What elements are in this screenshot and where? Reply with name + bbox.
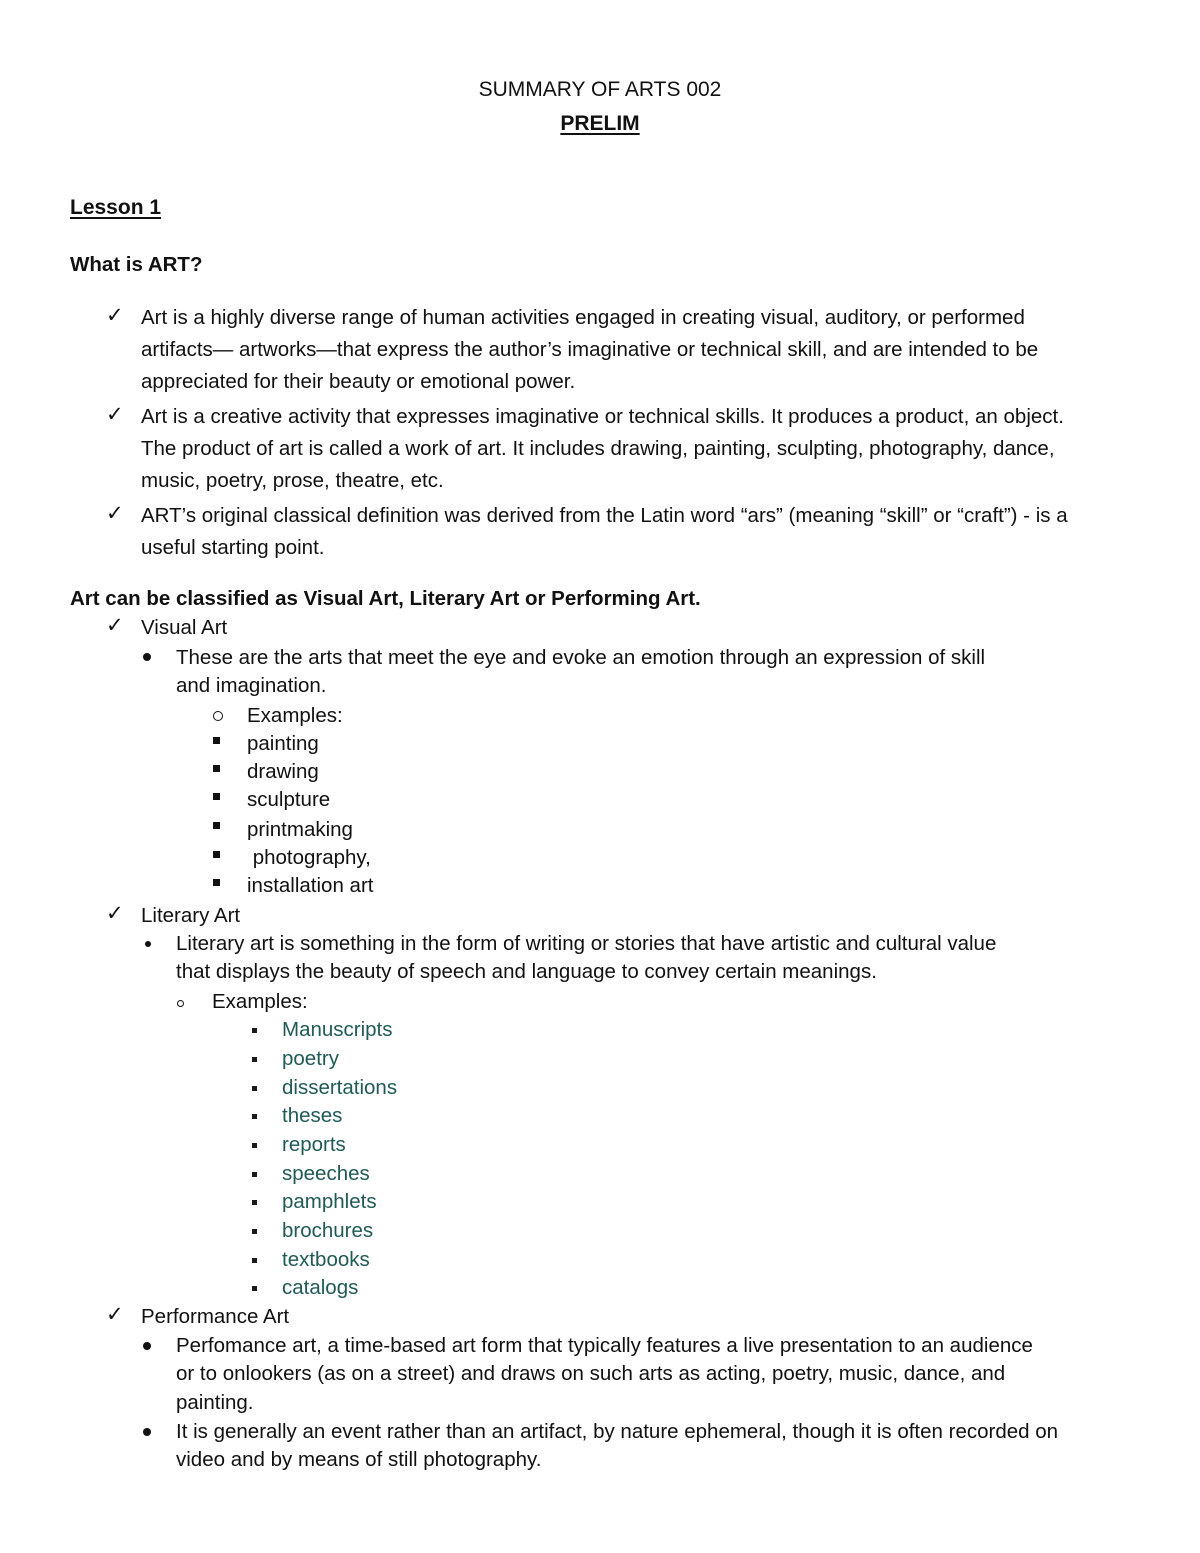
- literary-example: reports: [282, 1133, 346, 1156]
- literary-example: catalogs: [282, 1276, 359, 1299]
- classification-heading: Art can be classified as Visual Art, Literary Art or Performing Art.: [70, 587, 701, 610]
- check-icon: ✓: [106, 902, 124, 925]
- square-bullet-icon: [252, 1286, 257, 1291]
- literary-example: brochures: [282, 1219, 374, 1242]
- square-bullet-icon: [252, 1258, 257, 1263]
- performance-art-desc: video and by means of still photography.: [176, 1448, 542, 1471]
- literary-art-desc: that displays the beauty of speech and language to convey certain meanings.: [176, 960, 877, 983]
- check-icon: ✓: [106, 1303, 124, 1326]
- visual-art-label: Visual Art: [141, 616, 228, 639]
- performance-art-desc: or to onlookers (as on a street) and draws on such arts as acting, poetry, music, dance, and: [176, 1362, 1006, 1385]
- circle-bullet-icon: [177, 1000, 184, 1007]
- square-bullet-icon: [252, 1028, 257, 1033]
- check-icon: ✓: [106, 403, 124, 426]
- square-bullet-icon: [213, 765, 220, 772]
- visual-examples-label: Examples:: [247, 704, 343, 727]
- visual-example: drawing: [247, 760, 319, 783]
- visual-art-desc: These are the arts that meet the eye and evoke an emotion through an expression of skill: [176, 646, 986, 669]
- square-bullet-icon: [252, 1114, 257, 1119]
- square-bullet-icon: [252, 1229, 257, 1234]
- bullet-icon: [145, 941, 151, 947]
- square-bullet-icon: [213, 879, 220, 886]
- square-bullet-icon: [252, 1057, 257, 1062]
- square-bullet-icon: [213, 851, 220, 858]
- visual-example: photography,: [247, 846, 371, 869]
- bullet-icon: [143, 1342, 151, 1350]
- literary-example: speeches: [282, 1162, 370, 1185]
- square-bullet-icon: [252, 1143, 257, 1148]
- circle-bullet-icon: [213, 711, 223, 721]
- square-bullet-icon: [252, 1200, 257, 1205]
- performance-art-desc: It is generally an event rather than an artifact, by nature ephemeral, though it is often recorded on: [176, 1420, 1059, 1443]
- document-subtitle: PRELIM: [560, 112, 640, 135]
- check-icon: ✓: [106, 614, 124, 637]
- literary-example: poetry: [282, 1047, 339, 1070]
- check-icon: ✓: [106, 502, 124, 525]
- check-icon: ✓: [106, 304, 124, 327]
- visual-example: painting: [247, 732, 319, 755]
- square-bullet-icon: [252, 1086, 257, 1091]
- definition-line: The product of art is called a work of art. It includes drawing, painting, sculpting, photography, dance,: [141, 437, 1055, 460]
- literary-example: theses: [282, 1104, 343, 1127]
- literary-art-label: Literary Art: [141, 904, 241, 927]
- visual-example: installation art: [247, 874, 374, 897]
- visual-art-desc: and imagination.: [176, 674, 327, 697]
- square-bullet-icon: [213, 737, 220, 744]
- literary-example: pamphlets: [282, 1190, 377, 1213]
- visual-example: sculpture: [247, 788, 331, 811]
- definition-line: Art is a highly diverse range of human activities engaged in creating visual, auditory, or performed: [141, 306, 1025, 329]
- definition-line: artifacts— artworks—that express the author’s imaginative or technical skill, and are intended to be: [141, 338, 1039, 361]
- definition-line: appreciated for their beauty or emotional power.: [141, 370, 576, 393]
- performance-art-label: Performance Art: [141, 1305, 290, 1328]
- definition-line: ART’s original classical definition was derived from the Latin word “ars” (meaning “skill” or “craft”) - is a: [141, 504, 1068, 527]
- document-title: SUMMARY OF ARTS 002: [478, 78, 722, 101]
- performance-art-desc: Perfomance art, a time-based art form that typically features a live presentation to an audience: [176, 1334, 1033, 1357]
- performance-art-desc: painting.: [176, 1391, 254, 1414]
- square-bullet-icon: [213, 822, 220, 829]
- visual-example: printmaking: [247, 818, 353, 841]
- question-heading: What is ART?: [70, 253, 203, 276]
- definition-line: Art is a creative activity that expresses imaginative or technical skills. It produces a product, an object.: [141, 405, 1064, 428]
- definition-line: music, poetry, prose, theatre, etc.: [141, 469, 444, 492]
- literary-examples-label: Examples:: [212, 990, 308, 1013]
- lesson-heading: Lesson 1: [70, 196, 162, 219]
- square-bullet-icon: [213, 793, 220, 800]
- literary-example: textbooks: [282, 1248, 370, 1271]
- literary-example: Manuscripts: [282, 1018, 393, 1041]
- bullet-icon: [143, 653, 151, 661]
- bullet-icon: [143, 1428, 151, 1436]
- square-bullet-icon: [252, 1172, 257, 1177]
- literary-example: dissertations: [282, 1076, 398, 1099]
- definition-line: useful starting point.: [141, 536, 325, 559]
- literary-art-desc: Literary art is something in the form of writing or stories that have artistic and cultural value: [176, 932, 997, 955]
